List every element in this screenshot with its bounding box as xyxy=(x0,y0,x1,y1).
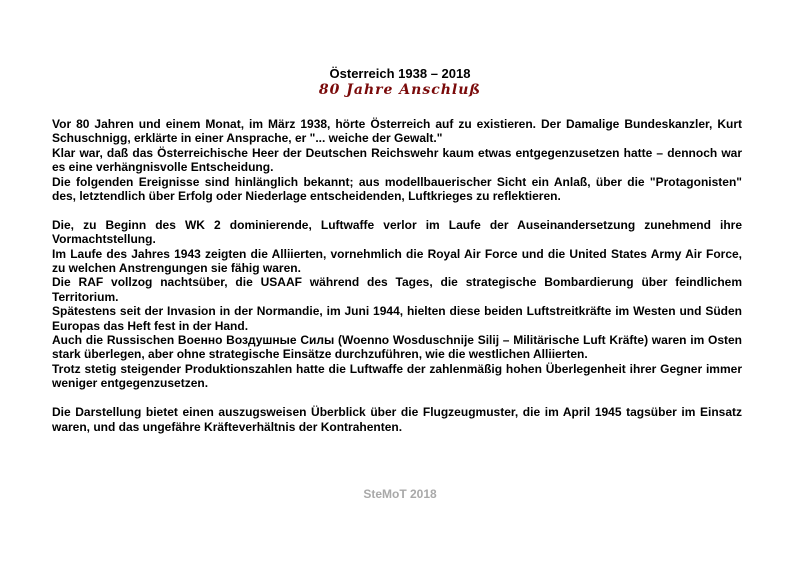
page-title: Österreich 1938 – 2018 xyxy=(329,66,471,81)
body-text xyxy=(52,117,742,434)
footer-signature: SteMoT 2018 xyxy=(363,487,437,501)
paragraph-production: Trotz stetig steigender Produktionszahlen hatte die Luftwaffe der zahlenmäßig hohen Überlegenheit ihrer Gegner immer weniger entgegenzusetzen. xyxy=(52,361,742,391)
paragraph-spacer xyxy=(52,203,742,217)
paragraph-spacer xyxy=(52,391,742,405)
header xyxy=(0,66,800,98)
paragraph-normandy: Spätestens seit der Invasion in der Normandie, im Juni 1944, hielten diese beiden Luftstreitkräfte im Westen und Süden Europas das Heft fest in der Hand. xyxy=(52,304,742,333)
paragraph-raf-usaaf: Die RAF vollzog nachtsüber, die USAAF während des Tages, die strategische Bombardierung über feindlichem Territorium. xyxy=(52,275,742,304)
paragraph-overview: Die Darstellung bietet einen auszugsweisen Überblick über die Flugzeugmuster, die im April 1945 tagsüber im Einsatz waren, und das ungefähre Kräfteverhältnis der Kontrahenten. xyxy=(52,405,742,434)
paragraph-soviet-air-force: Auch die Russischen Военно Воздушные Силы (Woenno Wosduschnije Silij – Militärische Luft Kräfte) waren im Osten stark überlegen, aber ohne strategische Einsätze durchzuführen, wie die westlichen Alliierten. xyxy=(52,333,742,362)
paragraph-luftwaffe: Die, zu Beginn des WK 2 dominierende, Luftwaffe verlor im Laufe der Auseinandersetzung zunehmend ihre Vormachtstellung. xyxy=(52,217,742,247)
page-subtitle: 80 Jahre Anschluß xyxy=(318,82,482,98)
paragraph-events: Die folgenden Ereignisse sind hinlänglich bekannt; aus modellbauerischer Sicht ein Anlaß, über die "Protagonisten" des, letztendlich über Erfolg oder Niederlage entscheidenden, Luftkrieges zu reflektieren. xyxy=(52,174,742,204)
paragraph-army: Klar war, daß das Österreichische Heer der Deutschen Reichswehr kaum etwas entgegenzusetzen hatte – dennoch war es eine verhängnisvolle Entscheidung. xyxy=(52,145,742,175)
paragraph-allies-1943: Im Laufe des Jahres 1943 zeigten die Alliierten, vornehmlich die Royal Air Force und die United States Army Air Force, zu welchen Anstrengungen sie fähig waren. xyxy=(52,246,742,276)
paragraph-intro: Vor 80 Jahren und einem Monat, im März 1938, hörte Österreich auf zu existieren. Der Damalige Bundeskanzler, Kurt Schuschnigg, erklärte in einer Ansprache, er "... weiche der Gewalt." xyxy=(52,117,742,146)
